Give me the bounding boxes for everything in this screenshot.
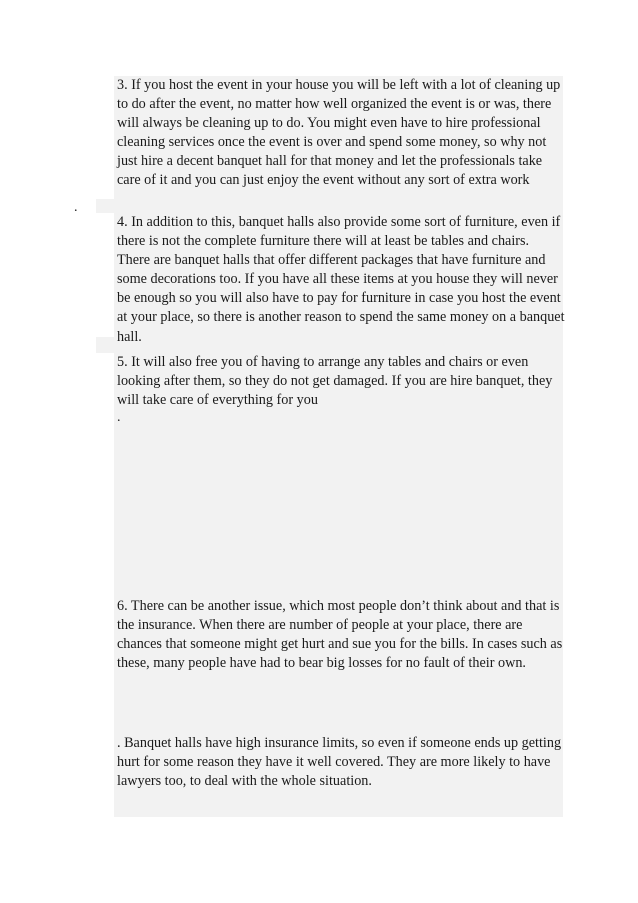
paragraph-3: 3. If you host the event in your house you will be left with a lot of cleaning up to do after the event, no matter how well organized the event is or was, there will always be cleaning up to do. You might even have to hire professional cleaning services once the event is over and spend some money, so why not just hire a decent banquet hall for that money and let the professionals take care of it and you can just enjoy the event without any sort of extra work (117, 77, 561, 189)
paragraph-6: 6. There can be another issue, which most people don’t think about and that is the insurance. When there are number of people at your place, there are chances that someone might get hurt and sue you for the bills. In cases such as these, many people have had to bear big losses for no fault of their own. (117, 598, 563, 672)
paragraph-4: 4. In addition to this, banquet halls also provide some sort of furniture, even if there is not the complete furniture there will at least be tables and chairs. There are banquet halls that offer different packages that have furniture and some decorations too. If you have all these items at you house they will never be enough so you will also have to pay for furniture in case you host the event at your place, so there is another reason to spend the same money on a banquet hall. (117, 214, 565, 345)
shade-band-gap-1 (96, 199, 563, 213)
paragraph-5: 5. It will also free you of having to arrange any tables and chairs or even looking after them, so they do not get damaged. If you are hire banquet, they will take care of everything for you (117, 354, 553, 409)
paragraph-5-trailing-dot: . (117, 410, 121, 425)
paragraph-7: . Banquet halls have high insurance limits, so even if someone ends up getting hurt for some reason they have it well covered. They are more likely to have lawyers too, to deal with the whole situation. (117, 735, 562, 790)
margin-dot: . (74, 200, 78, 215)
